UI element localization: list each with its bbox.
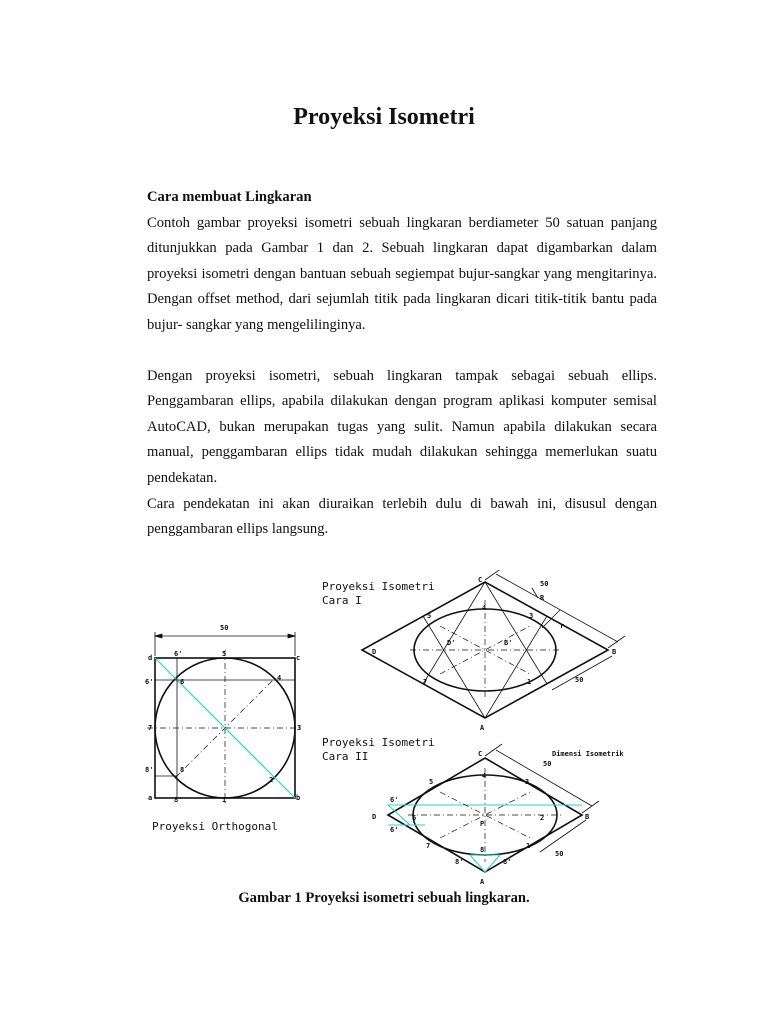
svg-text:A: A [480,878,485,886]
svg-text:8': 8' [455,858,464,866]
svg-text:C: C [478,750,483,758]
svg-text:c: c [296,654,301,662]
svg-text:B': B' [504,639,513,647]
dim-label-iso2-side: 50 [555,850,564,858]
svg-text:D: D [372,648,377,656]
svg-text:5: 5 [429,778,434,786]
svg-text:7: 7 [426,842,431,850]
figure-caption: Gambar 1 Proyeksi isometri sebuah lingkaran. [238,890,530,906]
svg-text:8: 8 [480,846,485,854]
svg-text:A: A [480,724,485,732]
svg-text:4: 4 [482,772,487,780]
iso1-caption-line2: Cara I [322,594,362,607]
svg-text:8: 8 [180,766,185,774]
page-title: Proyeksi Isometri [293,104,475,130]
orthogonal-view [147,632,303,806]
svg-text:b: b [296,794,301,802]
svg-text:4: 4 [277,674,282,682]
svg-text:3: 3 [297,724,302,732]
ortho-caption: Proyeksi Orthogonal [152,820,278,833]
dim-label-iso1-top: 50 [540,580,549,588]
svg-text:1: 1 [526,842,531,850]
svg-text:8': 8' [174,796,183,804]
svg-text:P: P [480,820,485,828]
svg-text:7: 7 [423,678,428,686]
svg-text:6': 6' [390,796,399,804]
orthogonal-labels [145,624,301,833]
svg-text:C: C [478,576,483,584]
svg-text:3: 3 [525,778,530,786]
dim-label-ortho: 50 [220,624,229,632]
svg-text:6: 6 [180,678,185,686]
svg-text:5: 5 [427,612,432,620]
svg-text:6': 6' [390,826,399,834]
svg-text:8': 8' [145,766,154,774]
svg-text:8': 8' [503,858,512,866]
svg-text:6': 6' [145,678,154,686]
svg-text:6: 6 [412,814,417,822]
svg-text:B: B [612,648,617,656]
iso2-caption-line2: Cara II [322,750,369,763]
paragraph-1: Contoh gambar proyeksi isometri sebuah lingkaran berdiameter 50 satuan panjang ditunjukkan pada Gambar 1 dan 2. Sebuah lingkaran dapat digambarkan dalam proyeksi isometri dengan bantuan sebuah segiempat bujur-sangkar yang mengitarinya. Dengan offset method, dari sejumlah titik pada lingkaran dicari titik-titik bantu pada bujur- sangkar yang mengelilinginya. [147,214,657,333]
dim-label-iso1-side: 50 [575,676,584,684]
isometric-labels-2 [322,736,624,886]
svg-text:7: 7 [148,724,153,732]
paragraph-3: Cara pendekatan ini akan diuraikan terlebih dulu di bawah ini, disusul dengan penggambaran ellips langsung. [147,495,657,538]
dim-label-iso2-top: 50 [543,760,552,768]
iso2-caption-line1: Proyeksi Isometri [322,736,435,749]
svg-text:4: 4 [482,604,487,612]
svg-text:R: R [540,594,545,602]
figure-isometric-circle [140,570,670,900]
svg-text:D': D' [447,639,456,647]
svg-text:5: 5 [222,650,227,658]
svg-text:r: r [560,622,565,630]
paragraph-2: Dengan proyeksi isometri, sebuah lingkaran tampak sebagai sebuah ellips. Penggambaran ellips, apabila dilakukan dengan program aplikasi komputer semisal AutoCAD, bukan merupakan tugas yang sulit. Namun apabila dilakukan secara manual, penggambaran ellips tidak mudah dilakukan sehingga memerlukan suatu pendekatan. [147,367,657,486]
svg-text:3: 3 [529,612,534,620]
isometric-view-2 [388,744,599,872]
iso1-caption-line1: Proyeksi Isometri [322,580,435,593]
svg-text:2: 2 [540,814,545,822]
svg-text:a: a [148,794,153,802]
svg-text:6': 6' [174,650,183,658]
svg-text:B: B [585,813,590,821]
svg-text:2: 2 [269,776,274,784]
dim-isometric-label: Dimensi Isometrik [552,750,624,758]
svg-text:d: d [148,654,153,662]
svg-text:1: 1 [222,796,227,804]
section-subheading: Cara membuat Lingkaran [147,189,312,205]
text-section [147,185,657,543]
figure-drawing [140,570,670,900]
svg-text:D: D [372,813,377,821]
svg-text:1: 1 [527,678,532,686]
